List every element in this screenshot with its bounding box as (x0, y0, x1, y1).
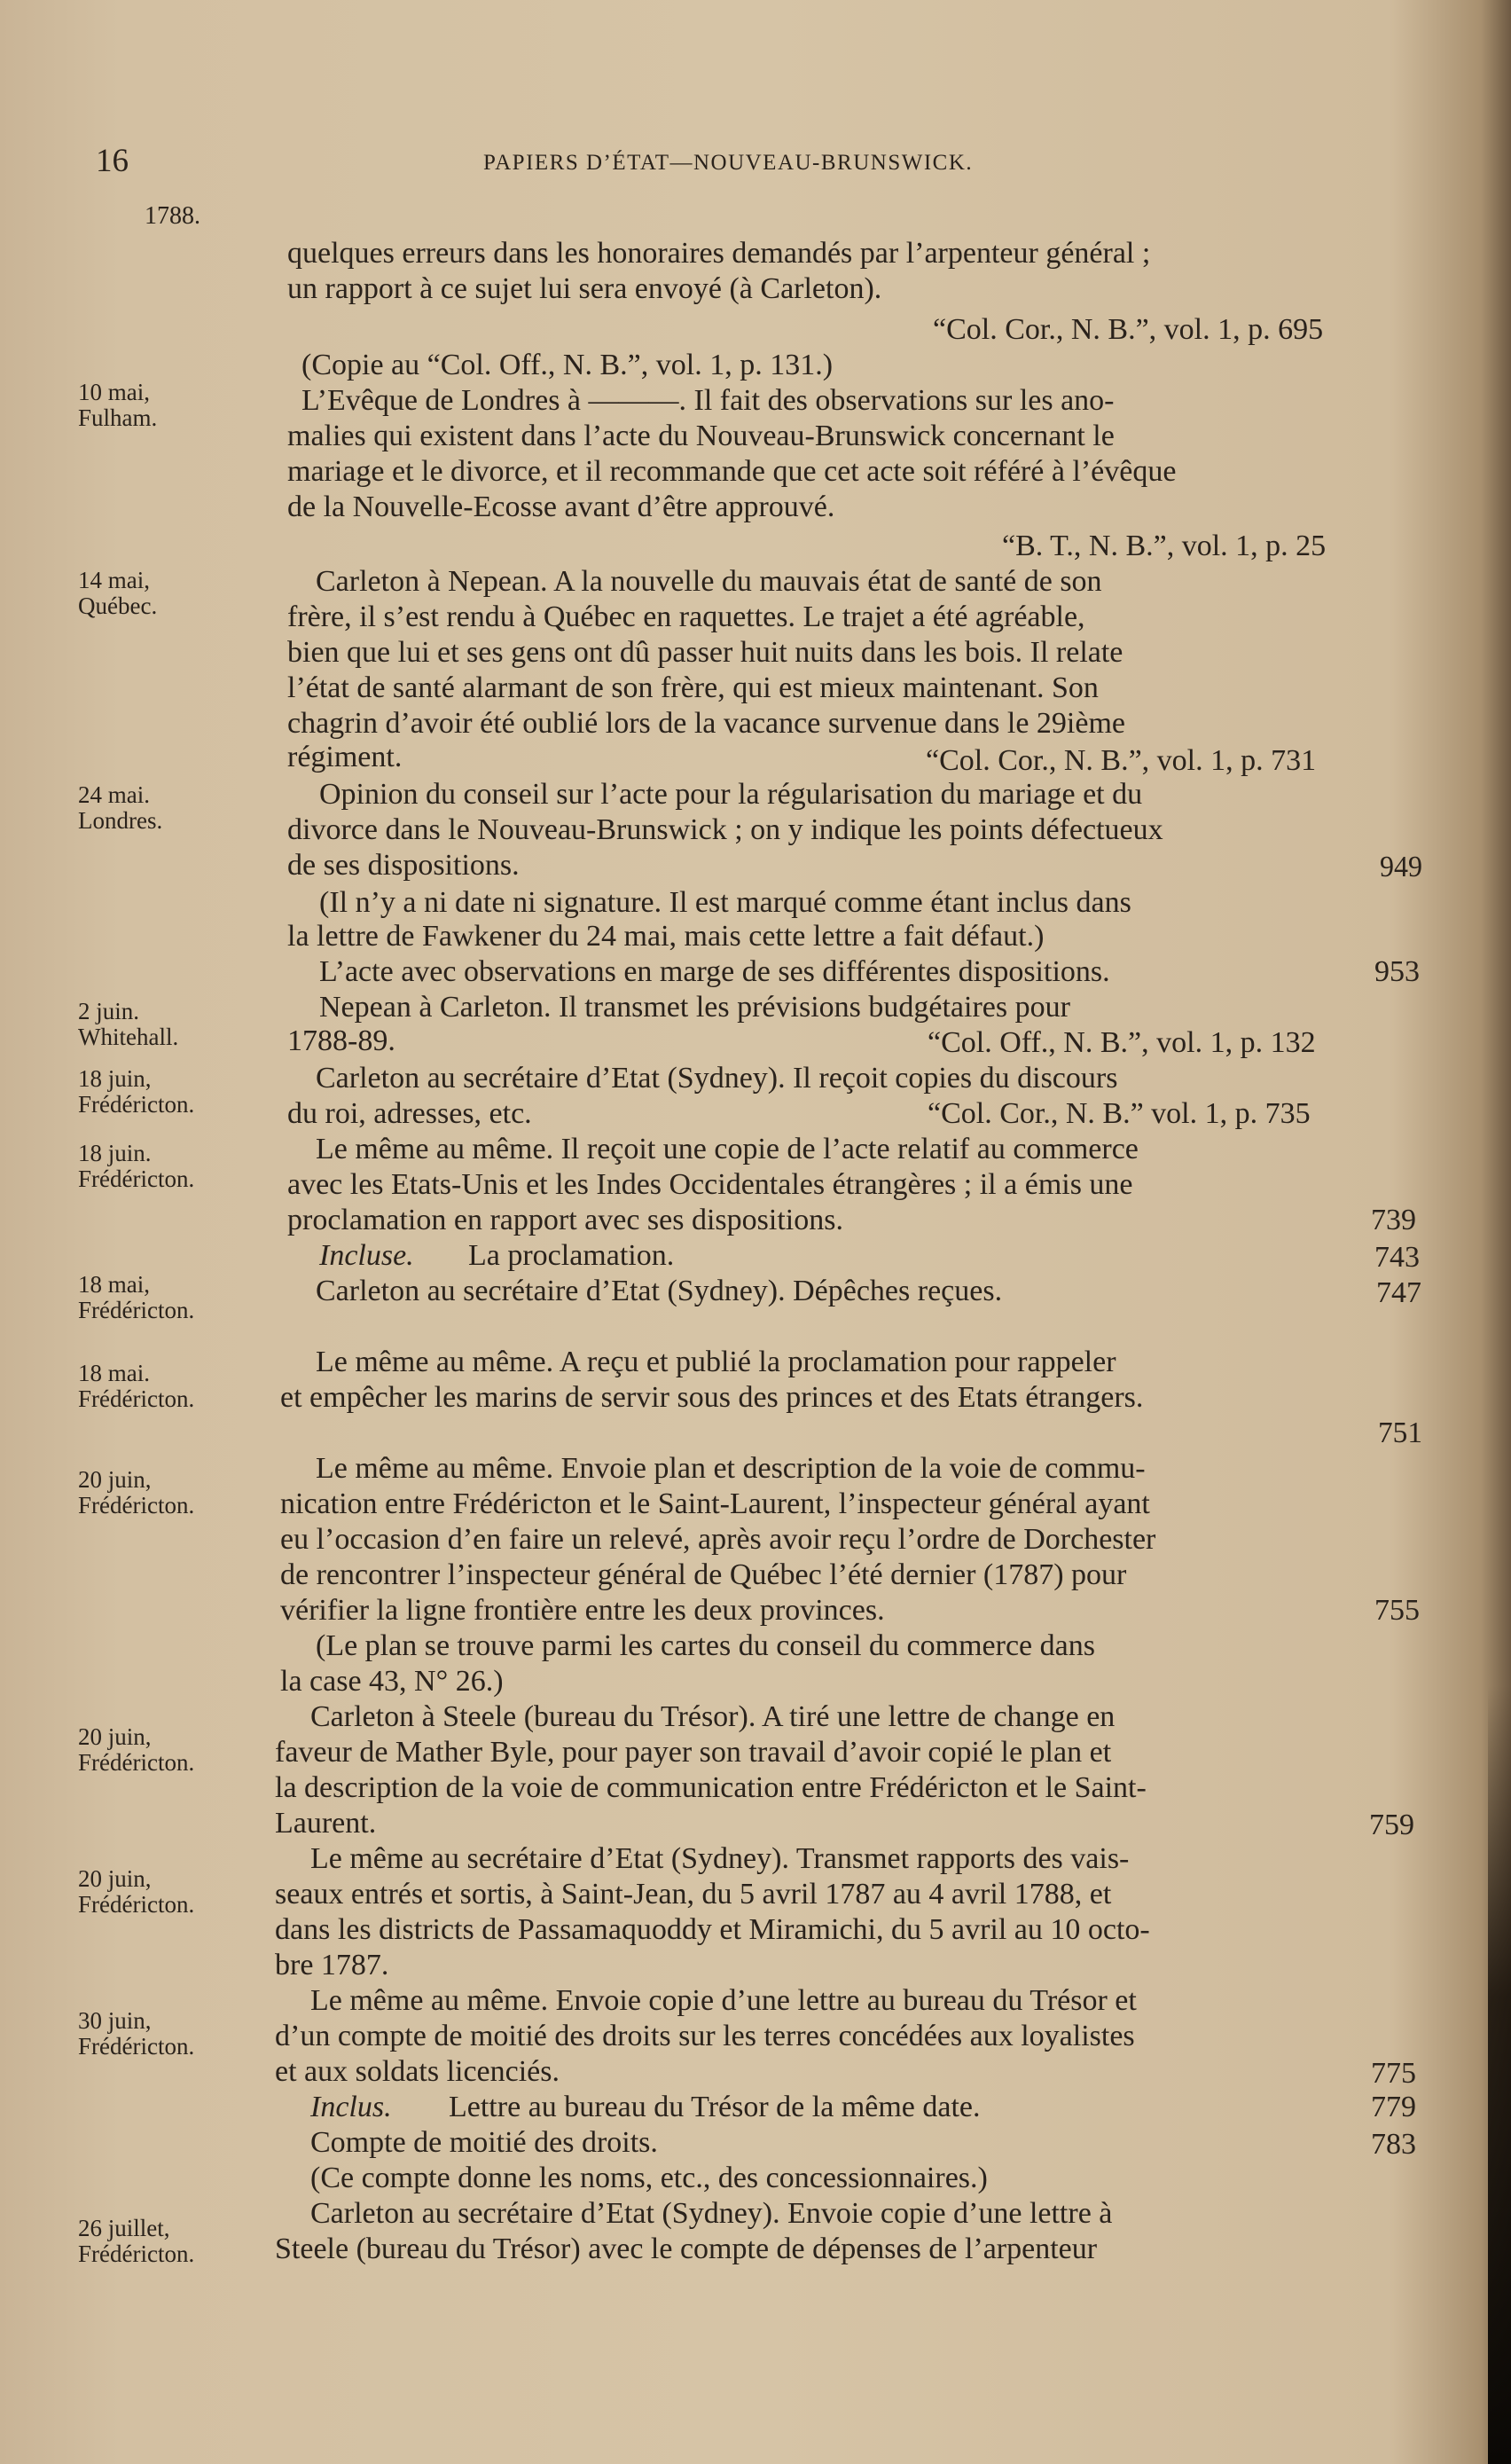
text-line: Incluse. (319, 1239, 414, 1272)
margin-date-day: 18 mai. (78, 1360, 150, 1386)
margin-date-day: 20 juin, (78, 1466, 152, 1493)
text-line: 1788-89. (287, 1024, 395, 1057)
text-line: et aux soldats licenciés. (275, 2055, 560, 2088)
margin-date (78, 1141, 269, 1192)
margin-date (78, 1724, 269, 1776)
margin-date (78, 1272, 269, 1323)
text-line: du roi, adresses, etc. (287, 1097, 532, 1130)
page-ref: 775 (1371, 2057, 1416, 2090)
page-ref: 949 (1380, 851, 1422, 883)
text-line: bre 1787. (275, 1949, 389, 1981)
margin-date-place: Frédéricton. (78, 1492, 195, 1518)
text-line: Laurent. (275, 1807, 377, 1840)
text-line: frère, il s’est rendu à Québec en raquettes. Le trajet a été agréable, (287, 600, 1085, 633)
margin-date-place: Londres. (78, 807, 163, 834)
text-line: d’un compte de moitié des droits sur les terres concédées aux loyalistes (275, 2020, 1135, 2052)
page-ref: 743 (1374, 1241, 1420, 1274)
page-ref: 755 (1374, 1594, 1420, 1627)
text-line: l’état de santé alarmant de son frère, qui est mieux maintenant. Son (287, 671, 1099, 704)
text-line: nication entre Frédéricton et le Saint-Laurent, l’inspecteur général ayant (280, 1487, 1150, 1520)
text-line: Compte de moitié des droits. (310, 2126, 658, 2159)
margin-date-place: Frédéricton. (78, 1091, 195, 1118)
text-line: seaux entrés et sortis, à Saint-Jean, du 5 avril 1787 au 4 avril 1788, et (275, 1878, 1112, 1911)
text-line: chagrin d’avoir été oublié lors de la vacance survenue dans le 29ième (287, 707, 1125, 740)
text-line: L’acte avec observations en marge de ses différentes dispositions. (319, 955, 1110, 988)
year-label: 1788. (145, 202, 200, 230)
text-line: bien que lui et ses gens ont dû passer huit nuits dans les bois. Il relate (287, 636, 1123, 669)
text-line: divorce dans le Nouveau-Brunswick ; on y indique les points défectueux (287, 813, 1163, 846)
margin-date (78, 1066, 269, 1118)
text-line: Steele (bureau du Trésor) avec le compte de dépenses de l’arpenteur (275, 2233, 1098, 2265)
text-line: quelques erreurs dans les honoraires demandés par l’arpenteur général ; (287, 237, 1151, 270)
text-line: Carleton à Steele (bureau du Trésor). A tiré une lettre de change en (310, 1700, 1116, 1733)
text-line: de ses dispositions. (287, 849, 520, 882)
margin-date-place: Frédéricton. (78, 2240, 195, 2267)
page-number: 16 (96, 143, 129, 179)
margin-date-place: Frédéricton. (78, 1297, 195, 1323)
margin-date-day: 2 juin. (78, 998, 140, 1024)
text-line: L’Evêque de Londres à ———. Il fait des observations sur les ano- (301, 384, 1115, 417)
margin-date (78, 380, 269, 431)
page-ref: 747 (1376, 1276, 1421, 1309)
margin-date-place: Frédéricton. (78, 1891, 195, 1918)
citation: “Col. Cor., N. B.”, vol. 1, p. 695 (933, 313, 1324, 346)
page-ref: 779 (1371, 2091, 1416, 2123)
page-ref: 783 (1371, 2128, 1416, 2161)
text-line: Inclus. (310, 2091, 392, 2123)
text-line: Lettre au bureau du Trésor de la même date. (449, 2091, 981, 2123)
text-line: et empêcher les marins de servir sous des princes et des Etats étrangers. (280, 1381, 1144, 1414)
text-line: un rapport à ce sujet lui sera envoyé (à Carleton). (287, 272, 882, 305)
page-ref: 759 (1369, 1809, 1414, 1841)
margin-date-day: 20 juin, (78, 1723, 152, 1750)
citation: “Col. Cor., N. B.”, vol. 1, p. 731 (926, 744, 1317, 777)
page-edge-shadow (1488, 1685, 1511, 2464)
margin-date-day: 18 juin. (78, 1140, 152, 1166)
margin-date-day: 24 mai. (78, 781, 150, 808)
running-title: PAPIERS D’ÉTAT—NOUVEAU-BRUNSWICK. (483, 151, 974, 175)
margin-date (78, 2216, 269, 2267)
margin-date (78, 1467, 269, 1518)
text-line: la description de la voie de communication entre Frédéricton et le Saint- (275, 1771, 1147, 1804)
text-line: La proclamation. (468, 1239, 675, 1272)
margin-date-day: 20 juin, (78, 1865, 152, 1892)
page-ref: 739 (1371, 1204, 1416, 1236)
text-line: malies qui existent dans l’acte du Nouveau-Brunswick concernant le (287, 420, 1115, 452)
margin-date (78, 782, 269, 834)
margin-date-place: Frédéricton. (78, 1749, 195, 1776)
margin-date-place: Québec. (78, 592, 158, 619)
margin-date-day: 10 mai, (78, 379, 150, 405)
text-line: (Copie au “Col. Off., N. B.”, vol. 1, p. 131.) (301, 349, 834, 381)
margin-date-place: Frédéricton. (78, 2033, 195, 2060)
text-line: dans les districts de Passamaquoddy et Miramichi, du 5 avril au 10 octo- (275, 1913, 1150, 1946)
text-line: Nepean à Carleton. Il transmet les prévisions budgétaires pour (319, 991, 1070, 1024)
text-line: Le même au même. A reçu et publié la proclamation pour rappeler (316, 1346, 1116, 1378)
text-line: proclamation en rapport avec ses dispositions. (287, 1204, 843, 1236)
margin-date-day: 26 juillet, (78, 2215, 170, 2241)
page-ref: 953 (1374, 955, 1420, 988)
text-line: Le même au secrétaire d’Etat (Sydney). Transmet rapports des vais- (310, 1842, 1130, 1875)
citation: “Col. Cor., N. B.” vol. 1, p. 735 (928, 1097, 1311, 1130)
text-line: vérifier la ligne frontière entre les deux provinces. (280, 1594, 885, 1627)
margin-date-place: Frédéricton. (78, 1165, 195, 1192)
text-line: la case 43, N° 26.) (280, 1665, 504, 1698)
text-line: (Ce compte donne les noms, etc., des concessionnaires.) (310, 2162, 988, 2194)
text-line: Le même au même. Envoie plan et description de la voie de commu- (316, 1452, 1146, 1485)
text-line: Opinion du conseil sur l’acte pour la régularisation du mariage et du (319, 778, 1143, 811)
text-line: avec les Etats-Unis et les Indes Occidentales étrangères ; il a émis une (287, 1168, 1133, 1201)
citation: “Col. Off., N. B.”, vol. 1, p. 132 (928, 1026, 1316, 1059)
margin-date-day: 18 juin, (78, 1065, 152, 1092)
text-line: eu l’occasion d’en faire un relevé, après avoir reçu l’ordre de Dorchester (280, 1523, 1156, 1556)
margin-date (78, 1866, 269, 1918)
text-line: faveur de Mather Byle, pour payer son travail d’avoir copié le plan et (275, 1736, 1112, 1769)
citation: “B. T., N. B.”, vol. 1, p. 25 (1002, 530, 1327, 562)
text-line: régiment. (287, 741, 403, 773)
margin-date-day: 18 mai, (78, 1271, 150, 1298)
text-line: Carleton au secrétaire d’Etat (Sydney). Envoie copie d’une lettre à (310, 2197, 1113, 2230)
page-ref: 751 (1378, 1416, 1422, 1449)
text-line: Le même au même. Il reçoit une copie de l’acte relatif au commerce (316, 1133, 1139, 1165)
margin-date-place: Fulham. (78, 404, 158, 431)
page-header (0, 142, 1511, 186)
text-line: la lettre de Fawkener du 24 mai, mais cette lettre a fait défaut.) (287, 920, 1045, 953)
margin-date-day: 30 juin, (78, 2007, 152, 2034)
margin-date (78, 999, 269, 1050)
text-line: mariage et le divorce, et il recommande que cet acte soit référé à l’évêque (287, 455, 1177, 488)
margin-date-place: Whitehall. (78, 1024, 179, 1050)
margin-date-place: Frédéricton. (78, 1385, 195, 1412)
text-line: Carleton au secrétaire d’Etat (Sydney). Il reçoit copies du discours (316, 1062, 1118, 1095)
text-line: Carleton à Nepean. A la nouvelle du mauvais état de santé de son (316, 565, 1102, 598)
margin-date-day: 14 mai, (78, 567, 150, 593)
margin-date (78, 568, 269, 619)
text-line: (Il n’y a ni date ni signature. Il est marqué comme étant inclus dans (319, 886, 1131, 919)
margin-date (78, 1361, 269, 1412)
text-line: de la Nouvelle-Ecosse avant d’être approuvé. (287, 490, 835, 523)
text-line: Le même au même. Envoie copie d’une lettre au bureau du Trésor et (310, 1984, 1137, 2017)
text-line: Carleton au secrétaire d’Etat (Sydney). Dépêches reçues. (316, 1275, 1003, 1307)
text-line: de rencontrer l’inspecteur général de Québec l’été dernier (1787) pour (280, 1558, 1127, 1591)
text-line: (Le plan se trouve parmi les cartes du conseil du commerce dans (316, 1629, 1095, 1662)
margin-date (78, 2008, 269, 2060)
